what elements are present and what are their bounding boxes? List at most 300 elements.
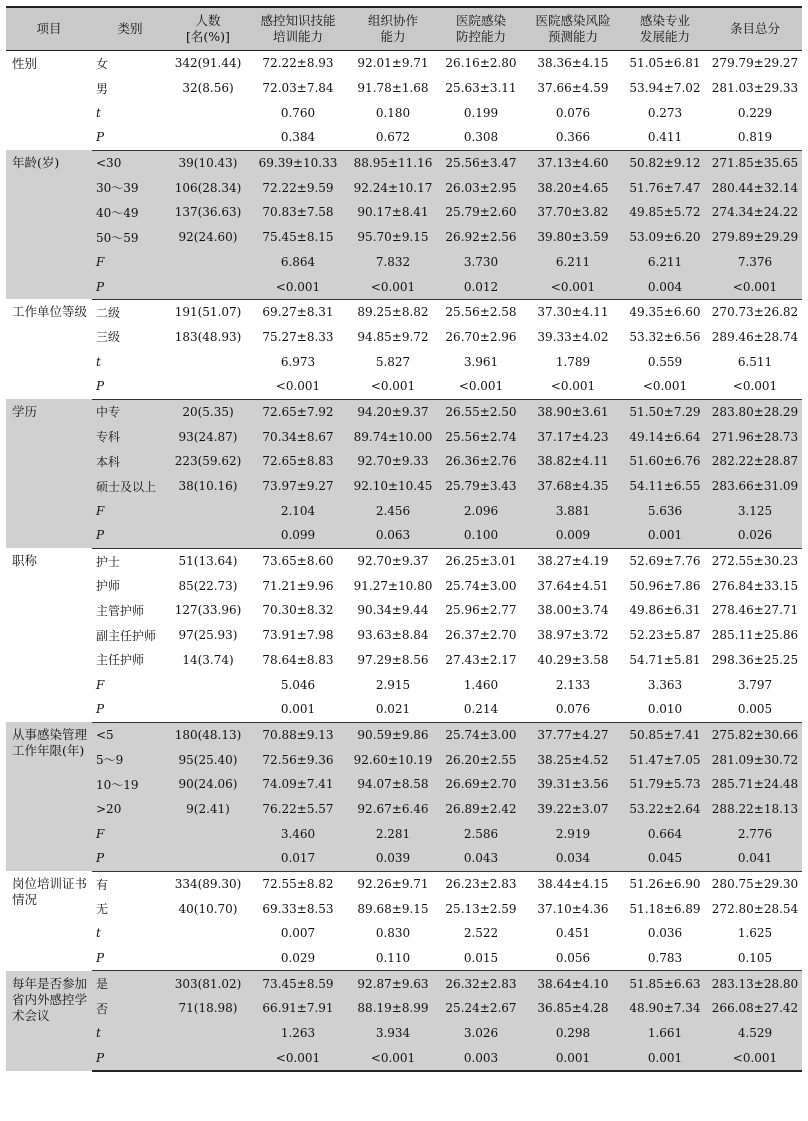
value-cell: <0.001 xyxy=(524,374,622,399)
value-cell: 0.009 xyxy=(524,523,622,548)
value-cell: 0.559 xyxy=(622,349,708,374)
value-cell: 51.76±7.47 xyxy=(622,175,708,200)
table-row xyxy=(6,250,802,275)
value-cell: 0.451 xyxy=(524,921,622,946)
table-row xyxy=(6,349,802,374)
group-0 xyxy=(6,51,802,151)
value-cell: 49.85±5.72 xyxy=(622,200,708,225)
value-cell: 0.298 xyxy=(524,1021,622,1046)
table-row xyxy=(6,424,802,449)
value-cell: 3.730 xyxy=(438,250,524,275)
value-cell: 26.92±2.56 xyxy=(438,225,524,250)
value-cell: 2.915 xyxy=(348,672,438,697)
group-label: 性别 xyxy=(6,51,92,151)
value-cell: 0.760 xyxy=(248,100,348,125)
value-cell: 279.89±29.29 xyxy=(708,225,802,250)
value-cell: <0.001 xyxy=(348,374,438,399)
value-cell: 298.36±25.25 xyxy=(708,648,802,673)
value-cell: 49.86±6.31 xyxy=(622,598,708,623)
value-cell: 26.03±2.95 xyxy=(438,175,524,200)
value-cell: 48.90±7.34 xyxy=(622,996,708,1021)
value-cell: 0.105 xyxy=(708,946,802,971)
value-cell: 283.80±28.29 xyxy=(708,399,802,424)
value-cell: 0.830 xyxy=(348,921,438,946)
value-cell: 26.37±2.70 xyxy=(438,623,524,648)
table-row xyxy=(6,200,802,225)
stat-label: t xyxy=(92,1021,168,1046)
value-cell: <0.001 xyxy=(708,1046,802,1072)
header-coordination: 组织协作 能力 xyxy=(348,7,438,51)
value-cell: 0.664 xyxy=(622,821,708,846)
header-row xyxy=(6,7,802,51)
value-cell: 0.063 xyxy=(348,523,438,548)
value-cell: 70.30±8.32 xyxy=(248,598,348,623)
value-cell: 26.55±2.50 xyxy=(438,399,524,424)
count-cell: 223(59.62) xyxy=(168,449,248,474)
count-cell: 137(36.63) xyxy=(168,200,248,225)
value-cell: 38.90±3.61 xyxy=(524,399,622,424)
value-cell: <0.001 xyxy=(348,1046,438,1072)
value-cell: 89.74±10.00 xyxy=(348,424,438,449)
table-row xyxy=(6,697,802,722)
value-cell: 75.45±8.15 xyxy=(248,225,348,250)
stat-label: F xyxy=(92,250,168,275)
value-cell: 38.27±4.19 xyxy=(524,548,622,573)
table-row xyxy=(6,648,802,673)
table-row xyxy=(6,175,802,200)
count-cell: 40(10.70) xyxy=(168,896,248,921)
value-cell: 274.34±24.22 xyxy=(708,200,802,225)
value-cell: 0.214 xyxy=(438,697,524,722)
count-cell xyxy=(168,250,248,275)
group-label: 学历 xyxy=(6,399,92,548)
value-cell: 276.84±33.15 xyxy=(708,573,802,598)
table-row xyxy=(6,76,802,101)
value-cell: 0.021 xyxy=(348,697,438,722)
table-row xyxy=(6,846,802,871)
value-cell: 72.65±7.92 xyxy=(248,399,348,424)
stat-label: P xyxy=(92,125,168,150)
count-cell: 106(28.34) xyxy=(168,175,248,200)
value-cell: 0.076 xyxy=(524,697,622,722)
value-cell: 37.77±4.27 xyxy=(524,722,622,747)
category-label: 硕士及以上 xyxy=(92,474,168,499)
count-cell: 90(24.06) xyxy=(168,772,248,797)
count-cell: 180(48.13) xyxy=(168,722,248,747)
value-cell: 38.64±4.10 xyxy=(524,971,622,996)
value-cell: 5.046 xyxy=(248,672,348,697)
value-cell: 280.44±32.14 xyxy=(708,175,802,200)
count-cell: 342(91.44) xyxy=(168,51,248,76)
value-cell: 0.819 xyxy=(708,125,802,150)
group-3 xyxy=(6,399,802,548)
value-cell: 2.522 xyxy=(438,921,524,946)
value-cell: 91.78±1.68 xyxy=(348,76,438,101)
count-cell xyxy=(168,1046,248,1072)
value-cell: 37.66±4.59 xyxy=(524,76,622,101)
table-row xyxy=(6,51,802,76)
value-cell: 25.56±3.47 xyxy=(438,150,524,175)
value-cell: 69.27±8.31 xyxy=(248,299,348,324)
value-cell: 51.85±6.63 xyxy=(622,971,708,996)
value-cell: 38.00±3.74 xyxy=(524,598,622,623)
category-label: 本科 xyxy=(92,449,168,474)
value-cell: 0.004 xyxy=(622,274,708,299)
count-cell: 71(18.98) xyxy=(168,996,248,1021)
value-cell: 51.26±6.90 xyxy=(622,871,708,896)
value-cell: 2.104 xyxy=(248,498,348,523)
value-cell: 0.366 xyxy=(524,125,622,150)
value-cell: 92.60±10.19 xyxy=(348,747,438,772)
category-label: 主管护师 xyxy=(92,598,168,623)
value-cell: 278.46±27.71 xyxy=(708,598,802,623)
value-cell: 1.263 xyxy=(248,1021,348,1046)
table-row xyxy=(6,225,802,250)
count-cell: 97(25.93) xyxy=(168,623,248,648)
count-cell xyxy=(168,697,248,722)
value-cell: 0.026 xyxy=(708,523,802,548)
count-cell: 93(24.87) xyxy=(168,424,248,449)
count-cell xyxy=(168,498,248,523)
count-cell xyxy=(168,125,248,150)
count-cell xyxy=(168,374,248,399)
table-row xyxy=(6,150,802,175)
value-cell: 89.68±9.15 xyxy=(348,896,438,921)
value-cell: 7.832 xyxy=(348,250,438,275)
value-cell: 271.85±35.65 xyxy=(708,150,802,175)
value-cell: 72.65±8.83 xyxy=(248,449,348,474)
group-5 xyxy=(6,722,802,871)
value-cell: <0.001 xyxy=(248,1046,348,1072)
value-cell: 74.09±7.41 xyxy=(248,772,348,797)
category-label: 有 xyxy=(92,871,168,896)
value-cell: 1.661 xyxy=(622,1021,708,1046)
value-cell: 1.625 xyxy=(708,921,802,946)
category-label: 30～39 xyxy=(92,175,168,200)
table-row xyxy=(6,747,802,772)
table-row xyxy=(6,821,802,846)
value-cell: 52.69±7.76 xyxy=(622,548,708,573)
count-cell: 92(24.60) xyxy=(168,225,248,250)
table-row xyxy=(6,623,802,648)
value-cell: 49.35±6.60 xyxy=(622,299,708,324)
value-cell: 90.17±8.41 xyxy=(348,200,438,225)
value-cell: 72.22±9.59 xyxy=(248,175,348,200)
value-cell: 25.79±2.60 xyxy=(438,200,524,225)
value-cell: 49.14±6.64 xyxy=(622,424,708,449)
count-cell: 303(81.02) xyxy=(168,971,248,996)
value-cell: 39.80±3.59 xyxy=(524,225,622,250)
value-cell: 94.85±9.72 xyxy=(348,325,438,350)
value-cell: <0.001 xyxy=(708,274,802,299)
value-cell: 37.68±4.35 xyxy=(524,474,622,499)
value-cell: 279.79±29.27 xyxy=(708,51,802,76)
stat-label: P xyxy=(92,1046,168,1072)
value-cell: 3.934 xyxy=(348,1021,438,1046)
table-row xyxy=(6,449,802,474)
category-label: <30 xyxy=(92,150,168,175)
count-cell xyxy=(168,349,248,374)
category-label: 5～9 xyxy=(92,747,168,772)
value-cell: 0.012 xyxy=(438,274,524,299)
value-cell: 25.13±2.59 xyxy=(438,896,524,921)
header-item: 项目 xyxy=(6,7,92,51)
value-cell: 266.08±27.42 xyxy=(708,996,802,1021)
category-label: 护士 xyxy=(92,548,168,573)
count-cell xyxy=(168,946,248,971)
table-row xyxy=(6,1021,802,1046)
value-cell: 50.96±7.86 xyxy=(622,573,708,598)
count-cell: 95(25.40) xyxy=(168,747,248,772)
count-cell xyxy=(168,274,248,299)
value-cell: 39.33±4.02 xyxy=(524,325,622,350)
value-cell: 94.20±9.37 xyxy=(348,399,438,424)
group-7 xyxy=(6,971,802,1071)
value-cell: 0.003 xyxy=(438,1046,524,1072)
group-2 xyxy=(6,299,802,399)
category-label: 副主任护师 xyxy=(92,623,168,648)
value-cell: 92.01±9.71 xyxy=(348,51,438,76)
header-development: 感染专业 发展能力 xyxy=(622,7,708,51)
category-label: 主任护师 xyxy=(92,648,168,673)
count-cell: 32(8.56) xyxy=(168,76,248,101)
value-cell: 89.25±8.82 xyxy=(348,299,438,324)
value-cell: <0.001 xyxy=(248,274,348,299)
value-cell: 0.099 xyxy=(248,523,348,548)
value-cell: 72.22±8.93 xyxy=(248,51,348,76)
count-cell: 14(3.74) xyxy=(168,648,248,673)
table-row xyxy=(6,871,802,896)
value-cell: 88.19±8.99 xyxy=(348,996,438,1021)
table-row xyxy=(6,374,802,399)
value-cell: 25.56±2.74 xyxy=(438,424,524,449)
stat-label: F xyxy=(92,498,168,523)
value-cell: 72.56±9.36 xyxy=(248,747,348,772)
value-cell: 1.789 xyxy=(524,349,622,374)
value-cell: 37.64±4.51 xyxy=(524,573,622,598)
value-cell: 38.44±4.15 xyxy=(524,871,622,896)
value-cell: 0.045 xyxy=(622,846,708,871)
count-cell: 38(10.16) xyxy=(168,474,248,499)
value-cell: 25.74±3.00 xyxy=(438,722,524,747)
count-cell: 191(51.07) xyxy=(168,299,248,324)
table-row xyxy=(6,598,802,623)
value-cell: 0.076 xyxy=(524,100,622,125)
group-label: 年龄(岁) xyxy=(6,150,92,299)
table-row xyxy=(6,274,802,299)
value-cell: 271.96±28.73 xyxy=(708,424,802,449)
value-cell: 37.13±4.60 xyxy=(524,150,622,175)
value-cell: 26.32±2.83 xyxy=(438,971,524,996)
value-cell: 0.034 xyxy=(524,846,622,871)
value-cell: 26.36±2.76 xyxy=(438,449,524,474)
table-row xyxy=(6,399,802,424)
value-cell: 0.384 xyxy=(248,125,348,150)
value-cell: 0.007 xyxy=(248,921,348,946)
value-cell: 283.66±31.09 xyxy=(708,474,802,499)
category-label: 二级 xyxy=(92,299,168,324)
value-cell: 0.100 xyxy=(438,523,524,548)
header-risk: 医院感染风险 预测能力 xyxy=(524,7,622,51)
value-cell: 4.529 xyxy=(708,1021,802,1046)
data-table xyxy=(6,6,802,1072)
value-cell: 2.776 xyxy=(708,821,802,846)
table-row xyxy=(6,523,802,548)
value-cell: 91.27±10.80 xyxy=(348,573,438,598)
value-cell: 95.70±9.15 xyxy=(348,225,438,250)
value-cell: 70.34±8.67 xyxy=(248,424,348,449)
table-row xyxy=(6,971,802,996)
value-cell: 92.70±9.33 xyxy=(348,449,438,474)
value-cell: 283.13±28.80 xyxy=(708,971,802,996)
value-cell: 0.036 xyxy=(622,921,708,946)
count-cell xyxy=(168,821,248,846)
value-cell: 270.73±26.82 xyxy=(708,299,802,324)
value-cell: 38.97±3.72 xyxy=(524,623,622,648)
value-cell: 69.39±10.33 xyxy=(248,150,348,175)
value-cell: 0.001 xyxy=(524,1046,622,1072)
count-cell xyxy=(168,846,248,871)
value-cell: 90.34±9.44 xyxy=(348,598,438,623)
value-cell: 2.096 xyxy=(438,498,524,523)
value-cell: 2.456 xyxy=(348,498,438,523)
value-cell: 0.273 xyxy=(622,100,708,125)
value-cell: 281.09±30.72 xyxy=(708,747,802,772)
value-cell: 25.24±2.67 xyxy=(438,996,524,1021)
value-cell: 0.672 xyxy=(348,125,438,150)
value-cell: 1.460 xyxy=(438,672,524,697)
value-cell: 76.22±5.57 xyxy=(248,797,348,822)
value-cell: 37.17±4.23 xyxy=(524,424,622,449)
value-cell: 53.32±6.56 xyxy=(622,325,708,350)
value-cell: 2.586 xyxy=(438,821,524,846)
group-label: 从事感染管理工作年限(年) xyxy=(6,722,92,871)
category-label: 是 xyxy=(92,971,168,996)
value-cell: 94.07±8.58 xyxy=(348,772,438,797)
value-cell: 38.25±4.52 xyxy=(524,747,622,772)
value-cell: 25.79±3.43 xyxy=(438,474,524,499)
value-cell: 39.31±3.56 xyxy=(524,772,622,797)
category-label: 中专 xyxy=(92,399,168,424)
value-cell: 50.85±7.41 xyxy=(622,722,708,747)
stat-label: t xyxy=(92,100,168,125)
value-cell: 2.281 xyxy=(348,821,438,846)
stat-label: t xyxy=(92,349,168,374)
count-cell: 334(89.30) xyxy=(168,871,248,896)
value-cell: 52.23±5.87 xyxy=(622,623,708,648)
value-cell: 282.22±28.87 xyxy=(708,449,802,474)
value-cell: 70.88±9.13 xyxy=(248,722,348,747)
value-cell: 0.005 xyxy=(708,697,802,722)
value-cell: 73.91±7.98 xyxy=(248,623,348,648)
value-cell: 0.411 xyxy=(622,125,708,150)
value-cell: 51.47±7.05 xyxy=(622,747,708,772)
table-row xyxy=(6,548,802,573)
value-cell: 51.50±7.29 xyxy=(622,399,708,424)
table-row xyxy=(6,1046,802,1072)
table-row xyxy=(6,325,802,350)
table-row xyxy=(6,772,802,797)
value-cell: 90.59±9.86 xyxy=(348,722,438,747)
stat-label: F xyxy=(92,672,168,697)
value-cell: 3.460 xyxy=(248,821,348,846)
value-cell: 40.29±3.58 xyxy=(524,648,622,673)
table-row xyxy=(6,797,802,822)
value-cell: 70.83±7.58 xyxy=(248,200,348,225)
value-cell: 25.74±3.00 xyxy=(438,573,524,598)
value-cell: 37.10±4.36 xyxy=(524,896,622,921)
value-cell: 0.001 xyxy=(248,697,348,722)
value-cell: 3.881 xyxy=(524,498,622,523)
count-cell: 183(48.93) xyxy=(168,325,248,350)
value-cell: 54.11±6.55 xyxy=(622,474,708,499)
table-row xyxy=(6,125,802,150)
table-row xyxy=(6,498,802,523)
value-cell: 88.95±11.16 xyxy=(348,150,438,175)
value-cell: 0.001 xyxy=(622,523,708,548)
value-cell: 6.211 xyxy=(524,250,622,275)
count-cell: 85(22.73) xyxy=(168,573,248,598)
value-cell: 92.26±9.71 xyxy=(348,871,438,896)
category-label: 无 xyxy=(92,896,168,921)
category-label: <5 xyxy=(92,722,168,747)
value-cell: 0.015 xyxy=(438,946,524,971)
value-cell: 75.27±8.33 xyxy=(248,325,348,350)
value-cell: 285.11±25.86 xyxy=(708,623,802,648)
value-cell: 72.55±8.82 xyxy=(248,871,348,896)
value-cell: 26.89±2.42 xyxy=(438,797,524,822)
value-cell: <0.001 xyxy=(622,374,708,399)
value-cell: 0.229 xyxy=(708,100,802,125)
value-cell: 66.91±7.91 xyxy=(248,996,348,1021)
value-cell: 38.82±4.11 xyxy=(524,449,622,474)
value-cell: 25.96±2.77 xyxy=(438,598,524,623)
count-cell: 39(10.43) xyxy=(168,150,248,175)
table-row xyxy=(6,299,802,324)
stat-label: P xyxy=(92,523,168,548)
value-cell: 272.80±28.54 xyxy=(708,896,802,921)
value-cell: 7.376 xyxy=(708,250,802,275)
category-label: 三级 xyxy=(92,325,168,350)
value-cell: 0.001 xyxy=(622,1046,708,1072)
value-cell: 38.36±4.15 xyxy=(524,51,622,76)
count-cell: 9(2.41) xyxy=(168,797,248,822)
value-cell: 275.82±30.66 xyxy=(708,722,802,747)
value-cell: 72.03±7.84 xyxy=(248,76,348,101)
value-cell: 50.82±9.12 xyxy=(622,150,708,175)
value-cell: 71.21±9.96 xyxy=(248,573,348,598)
value-cell: 53.94±7.02 xyxy=(622,76,708,101)
value-cell: 37.70±3.82 xyxy=(524,200,622,225)
value-cell: 54.71±5.81 xyxy=(622,648,708,673)
value-cell: 53.22±2.64 xyxy=(622,797,708,822)
count-cell: 20(5.35) xyxy=(168,399,248,424)
count-cell xyxy=(168,523,248,548)
stat-label: P xyxy=(92,697,168,722)
value-cell: 92.70±9.37 xyxy=(348,548,438,573)
value-cell: 27.43±2.17 xyxy=(438,648,524,673)
value-cell: <0.001 xyxy=(438,374,524,399)
value-cell: 53.09±6.20 xyxy=(622,225,708,250)
value-cell: 92.67±6.46 xyxy=(348,797,438,822)
count-cell xyxy=(168,672,248,697)
table-wrapper xyxy=(6,6,802,1072)
value-cell: 37.30±4.11 xyxy=(524,299,622,324)
value-cell: 92.10±10.45 xyxy=(348,474,438,499)
category-label: 否 xyxy=(92,996,168,1021)
value-cell: 0.041 xyxy=(708,846,802,871)
header-count: 人数 [名(%)] xyxy=(168,7,248,51)
